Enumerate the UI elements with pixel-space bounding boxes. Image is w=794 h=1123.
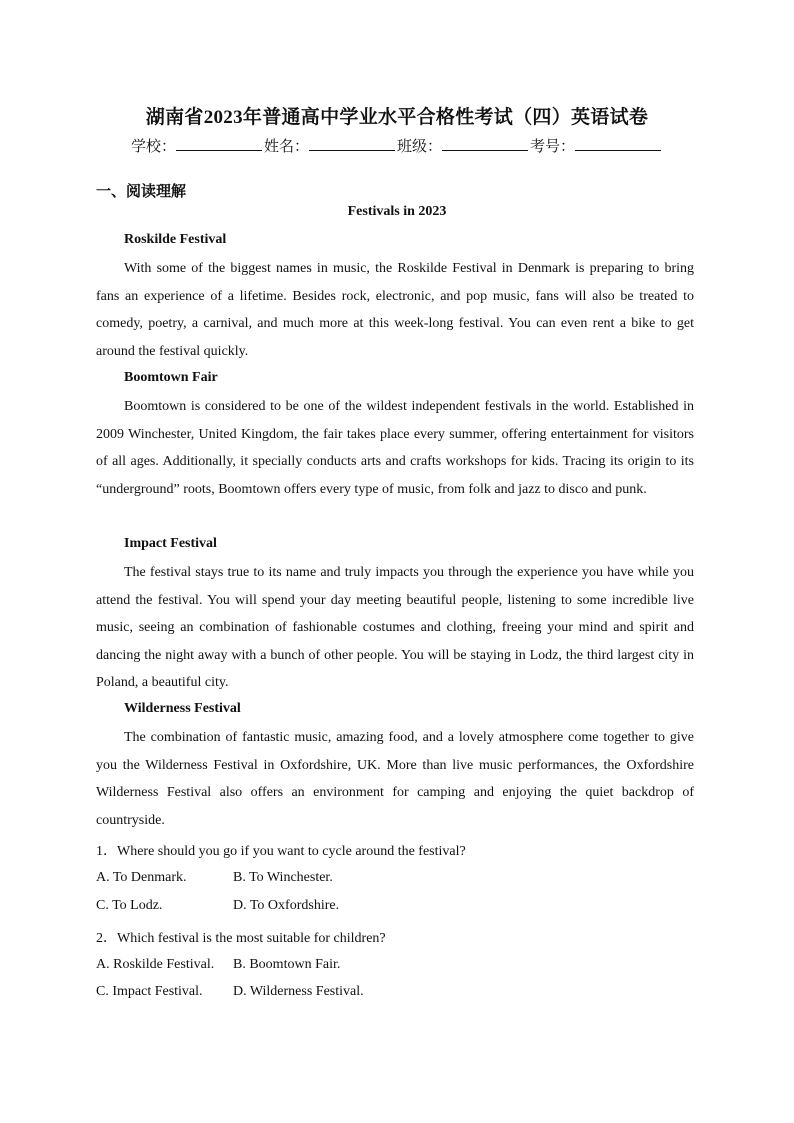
question-1-option-d[interactable]: D. To Oxfordshire. bbox=[233, 898, 340, 913]
school-blank[interactable] bbox=[176, 136, 262, 151]
passage-title: Festivals in 2023 bbox=[347, 204, 447, 219]
paragraph-text: With some of the biggest names in music, the Roskilde Festival in Denmark is preparing to bring fans an experience of a lifetime. Besides rock, electronic, and pop music, fans will also be treated to comedy, poetry, a carnival, and much more at this week-long festival. You can even rent a bike to get around the festival quickly. bbox=[96, 261, 694, 359]
question-1-option-a[interactable]: A. To Denmark. bbox=[96, 870, 187, 885]
festival-heading-boomtown: Boomtown Fair bbox=[124, 370, 218, 385]
question-2-option-b[interactable]: B. Boomtown Fair. bbox=[233, 957, 341, 972]
school-label: 学校： bbox=[130, 139, 176, 155]
name-label: 姓名： bbox=[263, 139, 309, 155]
festival-heading-roskilde: Roskilde Festival bbox=[124, 232, 227, 247]
question-2-stem: 2．Which festival is the most suitable for children? bbox=[96, 931, 386, 946]
name-blank[interactable] bbox=[309, 136, 395, 151]
class-blank[interactable] bbox=[442, 136, 528, 151]
exam-number-blank[interactable] bbox=[575, 136, 661, 151]
question-2-option-a[interactable]: A. Roskilde Festival. bbox=[96, 957, 215, 972]
question-2-option-c[interactable]: C. Impact Festival. bbox=[96, 984, 203, 999]
festival-paragraph-impact bbox=[96, 559, 694, 697]
paragraph-text: Boomtown is considered to be one of the wildest independent festivals in the world. Established in 2009 Winchester, United Kingdom, the fair takes place every summer, offering entertainment for visitors of all ages. Additionally, it specially conducts arts and crafts workshops for kids. Tracing its origin to its “underground” roots, Boomtown offers every type of music, from folk and jazz to disco and punk. bbox=[96, 399, 694, 497]
festival-paragraph-boomtown bbox=[96, 393, 694, 503]
festival-heading-impact: Impact Festival bbox=[124, 536, 217, 551]
student-info-line bbox=[0, 135, 794, 156]
section-heading: 一、阅读理解 bbox=[96, 184, 187, 200]
question-1-stem: 1．Where should you go if you want to cycle around the festival? bbox=[96, 844, 466, 859]
festival-paragraph-wilderness bbox=[96, 724, 694, 834]
class-label: 班级： bbox=[397, 139, 443, 155]
exam-number-label: 考号： bbox=[530, 139, 576, 155]
festival-heading-wilderness: Wilderness Festival bbox=[124, 701, 241, 716]
paragraph-text: The combination of fantastic music, amazing food, and a lovely atmosphere come together to give you the Wilderness Festival in Oxfordshire, UK. More than live music performances, the Oxfordshire Wilderness Festival also offers an environment for camping and enjoying the quiet backdrop of countryside. bbox=[96, 730, 694, 828]
question-1-option-b[interactable]: B. To Winchester. bbox=[233, 870, 333, 885]
question-1-option-c[interactable]: C. To Lodz. bbox=[96, 898, 163, 913]
exam-title: 湖南省2023年普通高中学业水平合格性考试（四）英语试卷 bbox=[145, 107, 649, 128]
question-2-option-d[interactable]: D. Wilderness Festival. bbox=[233, 984, 364, 999]
festival-paragraph-roskilde bbox=[96, 255, 694, 365]
paragraph-text: The festival stays true to its name and truly impacts you through the experience you have while you attend the festival. You will spend your day meeting beautiful people, listening to some incredible live music, seeing an combination of fashionable costumes and clothing, freeing your mind and spirit and dancing the night away with a bunch of other people. You will be staying in Lodz, the third largest city in Poland, a beautiful city. bbox=[96, 565, 694, 691]
